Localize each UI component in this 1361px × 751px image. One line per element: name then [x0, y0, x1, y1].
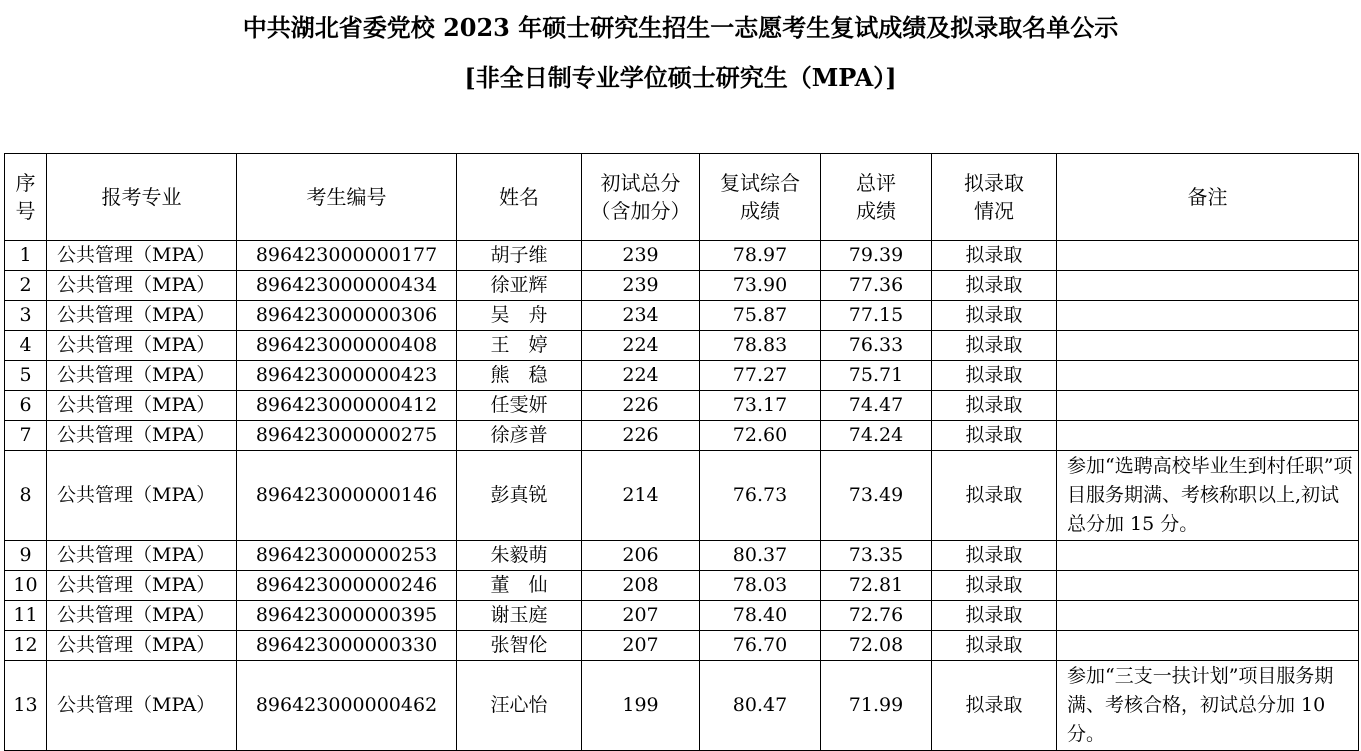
cell-total: 75.71: [821, 361, 932, 391]
col-header-total: 总评 成绩: [821, 154, 932, 241]
cell-retest: 73.90: [700, 271, 821, 301]
col-header-retest: 复试综合 成绩: [700, 154, 821, 241]
cell-retest: 75.87: [700, 301, 821, 331]
cell-prelim: 214: [582, 451, 700, 541]
cell-total: 73.49: [821, 451, 932, 541]
cell-major: 公共管理（MPA）: [47, 361, 237, 391]
table-row: [5, 601, 1359, 631]
cell-major: 公共管理（MPA）: [47, 331, 237, 361]
col-header-status: 拟录取 情况: [932, 154, 1057, 241]
table-row: [5, 571, 1359, 601]
cell-prelim: 206: [582, 541, 700, 571]
cell-name: 吴 舟: [457, 301, 582, 331]
table-row: [5, 331, 1359, 361]
col-header-name: 姓名: [457, 154, 582, 241]
cell-name: 王 婷: [457, 331, 582, 361]
cell-no: 13: [5, 661, 47, 751]
cell-retest: 78.03: [700, 571, 821, 601]
table-header-row: [5, 154, 1359, 241]
table-row: [5, 631, 1359, 661]
cell-name: 朱毅萌: [457, 541, 582, 571]
table-row: [5, 301, 1359, 331]
table-row: [5, 661, 1359, 751]
cell-name: 任雯妍: [457, 391, 582, 421]
page-title: 中共湖北省委党校 2023 年硕士研究生招生一志愿考生复试成绩及拟录取名单公示: [242, 13, 1119, 42]
cell-no: 4: [5, 331, 47, 361]
cell-remark: [1057, 361, 1359, 391]
cell-prelim: 234: [582, 301, 700, 331]
cell-prelim: 224: [582, 331, 700, 361]
cell-remark: [1057, 331, 1359, 361]
cell-id: 896423000000177: [237, 241, 457, 271]
cell-id: 896423000000412: [237, 391, 457, 421]
col-header-prelim: 初试总分 （含加分）: [582, 154, 700, 241]
cell-remark: [1057, 541, 1359, 571]
cell-status: 拟录取: [932, 571, 1057, 601]
cell-retest: 80.37: [700, 541, 821, 571]
cell-retest: 78.97: [700, 241, 821, 271]
cell-major: 公共管理（MPA）: [47, 661, 237, 751]
cell-id: 896423000000146: [237, 451, 457, 541]
cell-id: 896423000000462: [237, 661, 457, 751]
cell-id: 896423000000408: [237, 331, 457, 361]
cell-major: 公共管理（MPA）: [47, 421, 237, 451]
cell-total: 74.24: [821, 421, 932, 451]
cell-name: 谢玉庭: [457, 601, 582, 631]
col-header-id: 考生编号: [237, 154, 457, 241]
col-header-major: 报考专业: [47, 154, 237, 241]
table-body: [5, 241, 1359, 751]
table-row: [5, 241, 1359, 271]
cell-remark: [1057, 421, 1359, 451]
cell-no: 3: [5, 301, 47, 331]
cell-no: 6: [5, 391, 47, 421]
table-row: [5, 421, 1359, 451]
cell-no: 9: [5, 541, 47, 571]
cell-retest: 80.47: [700, 661, 821, 751]
cell-major: 公共管理（MPA）: [47, 451, 237, 541]
cell-status: 拟录取: [932, 331, 1057, 361]
cell-remark: 参加“三支一扶计划”项目服务期满、考核合格，初试总分加 10 分。: [1057, 661, 1359, 751]
cell-prelim: 224: [582, 361, 700, 391]
cell-total: 77.36: [821, 271, 932, 301]
cell-status: 拟录取: [932, 631, 1057, 661]
cell-remark: 参加“选聘高校毕业生到村任职”项目服务期满、考核称职以上,初试总分加 15 分。: [1057, 451, 1359, 541]
cell-status: 拟录取: [932, 271, 1057, 301]
cell-major: 公共管理（MPA）: [47, 541, 237, 571]
col-header-no: 序 号: [5, 154, 47, 241]
cell-no: 12: [5, 631, 47, 661]
cell-id: 896423000000253: [237, 541, 457, 571]
cell-remark: [1057, 241, 1359, 271]
cell-retest: 73.17: [700, 391, 821, 421]
cell-remark: [1057, 271, 1359, 301]
cell-retest: 77.27: [700, 361, 821, 391]
cell-status: 拟录取: [932, 661, 1057, 751]
cell-prelim: 226: [582, 421, 700, 451]
cell-no: 5: [5, 361, 47, 391]
cell-major: 公共管理（MPA）: [47, 391, 237, 421]
cell-total: 73.35: [821, 541, 932, 571]
cell-name: 张智伦: [457, 631, 582, 661]
cell-total: 71.99: [821, 661, 932, 751]
cell-major: 公共管理（MPA）: [47, 631, 237, 661]
cell-remark: [1057, 601, 1359, 631]
cell-major: 公共管理（MPA）: [47, 301, 237, 331]
cell-prelim: 239: [582, 241, 700, 271]
cell-remark: [1057, 631, 1359, 661]
cell-name: 汪心怡: [457, 661, 582, 751]
table-row: [5, 541, 1359, 571]
table-row: [5, 361, 1359, 391]
cell-remark: [1057, 571, 1359, 601]
cell-major: 公共管理（MPA）: [47, 271, 237, 301]
cell-total: 74.47: [821, 391, 932, 421]
results-table: [4, 153, 1359, 751]
cell-id: 896423000000395: [237, 601, 457, 631]
cell-total: 79.39: [821, 241, 932, 271]
cell-id: 896423000000330: [237, 631, 457, 661]
cell-major: 公共管理（MPA）: [47, 241, 237, 271]
cell-prelim: 226: [582, 391, 700, 421]
cell-status: 拟录取: [932, 421, 1057, 451]
cell-prelim: 208: [582, 571, 700, 601]
table-row: [5, 271, 1359, 301]
cell-status: 拟录取: [932, 601, 1057, 631]
cell-name: 熊 稳: [457, 361, 582, 391]
cell-remark: [1057, 391, 1359, 421]
cell-status: 拟录取: [932, 451, 1057, 541]
cell-id: 896423000000246: [237, 571, 457, 601]
cell-remark: [1057, 301, 1359, 331]
cell-no: 7: [5, 421, 47, 451]
cell-major: 公共管理（MPA）: [47, 571, 237, 601]
cell-name: 徐彦普: [457, 421, 582, 451]
cell-id: 896423000000423: [237, 361, 457, 391]
cell-no: 1: [5, 241, 47, 271]
cell-status: 拟录取: [932, 361, 1057, 391]
cell-retest: 76.70: [700, 631, 821, 661]
cell-id: 896423000000275: [237, 421, 457, 451]
cell-no: 2: [5, 271, 47, 301]
table-row: [5, 451, 1359, 541]
cell-name: 胡子维: [457, 241, 582, 271]
cell-no: 10: [5, 571, 47, 601]
cell-no: 8: [5, 451, 47, 541]
cell-prelim: 207: [582, 601, 700, 631]
cell-retest: 72.60: [700, 421, 821, 451]
cell-total: 72.81: [821, 571, 932, 601]
table-row: [5, 391, 1359, 421]
cell-status: 拟录取: [932, 301, 1057, 331]
cell-total: 76.33: [821, 331, 932, 361]
cell-total: 72.76: [821, 601, 932, 631]
cell-retest: 76.73: [700, 451, 821, 541]
cell-status: 拟录取: [932, 541, 1057, 571]
cell-name: 彭真锐: [457, 451, 582, 541]
page-subtitle: [非全日制专业学位硕士研究生（MPA）]: [464, 63, 897, 92]
cell-name: 徐亚辉: [457, 271, 582, 301]
cell-status: 拟录取: [932, 241, 1057, 271]
cell-id: 896423000000306: [237, 301, 457, 331]
cell-name: 董 仙: [457, 571, 582, 601]
cell-major: 公共管理（MPA）: [47, 601, 237, 631]
cell-id: 896423000000434: [237, 271, 457, 301]
cell-no: 11: [5, 601, 47, 631]
cell-retest: 78.83: [700, 331, 821, 361]
col-header-remark: 备注: [1057, 154, 1359, 241]
cell-prelim: 239: [582, 271, 700, 301]
cell-retest: 78.40: [700, 601, 821, 631]
cell-total: 77.15: [821, 301, 932, 331]
cell-prelim: 199: [582, 661, 700, 751]
cell-total: 72.08: [821, 631, 932, 661]
cell-prelim: 207: [582, 631, 700, 661]
cell-status: 拟录取: [932, 391, 1057, 421]
